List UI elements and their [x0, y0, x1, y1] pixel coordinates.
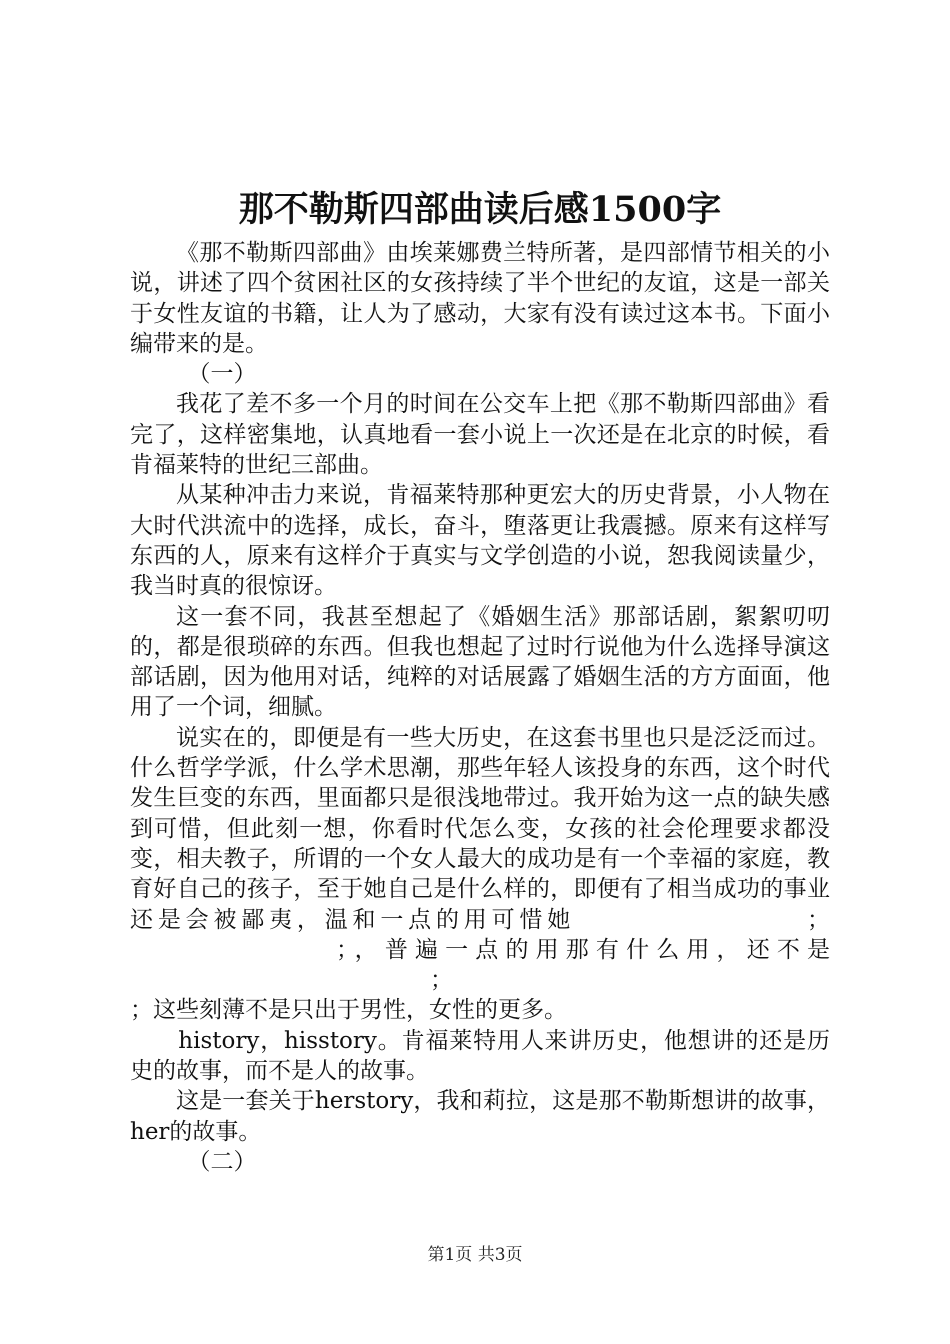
page-number: 第1页 共3页	[427, 1245, 523, 1265]
paragraph-part: 说实在的，即便是有一些大历史，在这套书里也只是泛泛而过。什么哲学学派，什么学术思潮，那些年轻人该投身的东西，这个时代发生巨变的东西，里面都只是很浅地带过。我开始为这一点的缺失感到可惜，但此刻一想，你看时代怎么变，女孩的社会伦理要求都没变，相夫教子，所谓的一个女人最大的成功是有一个幸福的家庭，教育好自己的孩子，至于她自己是什么样的，即便有了相当成功的事业还是会被鄙夷，温和一点的用可惜她	[130, 724, 830, 933]
paragraph: 这一套不同，我甚至想起了《婚姻生活》那部话剧，絮絮叨叨的，都是很琐碎的东西。但我也想起了过时行说他为什么选择导演这部话剧，因为他用对话，纯粹的对话展露了婚姻生活的方方面面，他用了一个词，细腻。	[130, 603, 830, 721]
paragraph-intro: 《那不勒斯四部曲》由埃莱娜费兰特所著，是四部情节相关的小说，讲述了四个贫困社区的女孩持续了半个世纪的友谊，这是一部关于女性友谊的书籍，让人为了感动，大家有没有读过这本书。下面小编带来的是。	[130, 240, 830, 357]
document-body	[130, 238, 830, 1177]
paragraph-part: ；	[430, 967, 453, 994]
section-heading-one: （一）	[187, 361, 257, 388]
paragraph: history，hisstory。肯福莱特用人来讲历史，他想讲的还是历史的故事，而不是人的故事。	[130, 1027, 830, 1085]
paragraph: 从某种冲击力来说，肯福莱特那种更宏大的历史背景，小人物在大时代洪流中的选择，成长，奋斗，堕落更让我震撼。原来有这样写东西的人，原来有这样介于真实与文学创造的小说，恕我阅读量少，我当时真的很惊讶。	[130, 482, 830, 600]
section-heading-two: （二）	[187, 1148, 257, 1175]
document-title: 那不勒斯四部曲读后感1500字	[238, 189, 722, 230]
paragraph-part: ；，普遍一点的用那有什么用，还不是	[336, 936, 830, 963]
paragraph-long	[130, 723, 830, 996]
paragraph-continuation: ；这些刻薄不是只出于男性，女性的更多。	[130, 997, 567, 1024]
paragraph: 这是一套关于herstory，我和莉拉，这是那不勒斯想讲的故事，her的故事。	[130, 1088, 830, 1145]
paragraph-part: ；	[807, 906, 830, 933]
paragraph: 我花了差不多一个月的时间在公交车上把《那不勒斯四部曲》看完了，这样密集地，认真地看一套小说上一次还是在北京的时候，看肯福莱特的世纪三部曲。	[130, 391, 830, 479]
